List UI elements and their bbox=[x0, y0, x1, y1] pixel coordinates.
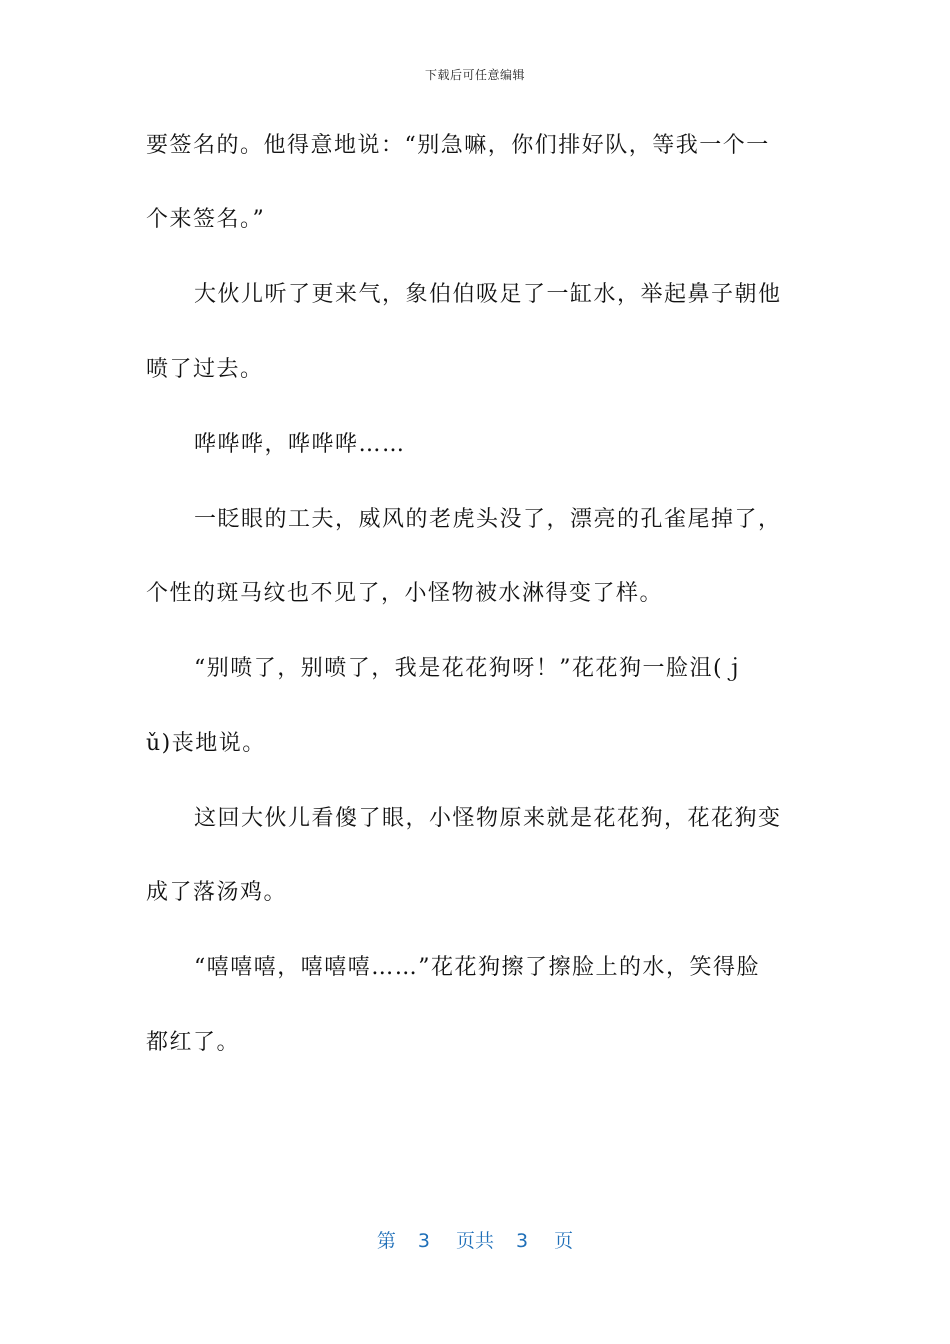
paragraph-start-line: “嘻嘻嘻，嘻嘻嘻……”花花狗擦了擦脸上的水，笑得脸 bbox=[194, 955, 760, 980]
text-line: 都红了。 bbox=[146, 1030, 241, 1055]
text-line: 个性的斑马纹也不见了，小怪物被水淋得变了样。 bbox=[146, 581, 664, 606]
page-prefix: 第 bbox=[376, 1230, 396, 1252]
page-middle: 页共 bbox=[455, 1230, 494, 1252]
total-pages-number: 3 bbox=[516, 1230, 529, 1252]
current-page-number: 3 bbox=[417, 1230, 430, 1252]
page-suffix: 页 bbox=[554, 1230, 574, 1252]
paragraph-start-line: 这回大伙儿看傻了眼，小怪物原来就是花花狗，花花狗变 bbox=[194, 806, 782, 831]
text-line: ǔ)丧地说。 bbox=[146, 731, 266, 756]
paragraph-start-line: 大伙儿听了更来气，象伯伯吸足了一缸水，举起鼻子朝他 bbox=[194, 282, 782, 307]
text-line: 喷了过去。 bbox=[146, 357, 264, 382]
paragraph-start-line: 一眨眼的工夫，威风的老虎头没了，漂亮的孔雀尾掉了， bbox=[194, 507, 782, 532]
text-line: 成了落汤鸡。 bbox=[146, 880, 288, 905]
text-line: 要签名的。他得意地说：“别急嘛，你们排好队，等我一个一 bbox=[146, 133, 770, 158]
header-note: 下载后可任意编辑 bbox=[424, 68, 525, 82]
text-line: 个来签名。” bbox=[146, 207, 266, 232]
page-footer bbox=[0, 1226, 950, 1253]
paragraph-start-line: 哗哗哗，哗哗哗…… bbox=[194, 432, 406, 457]
paragraph-start-line: “别喷了，别喷了，我是花花狗呀！”花花狗一脸沮(ｊ bbox=[194, 656, 747, 681]
